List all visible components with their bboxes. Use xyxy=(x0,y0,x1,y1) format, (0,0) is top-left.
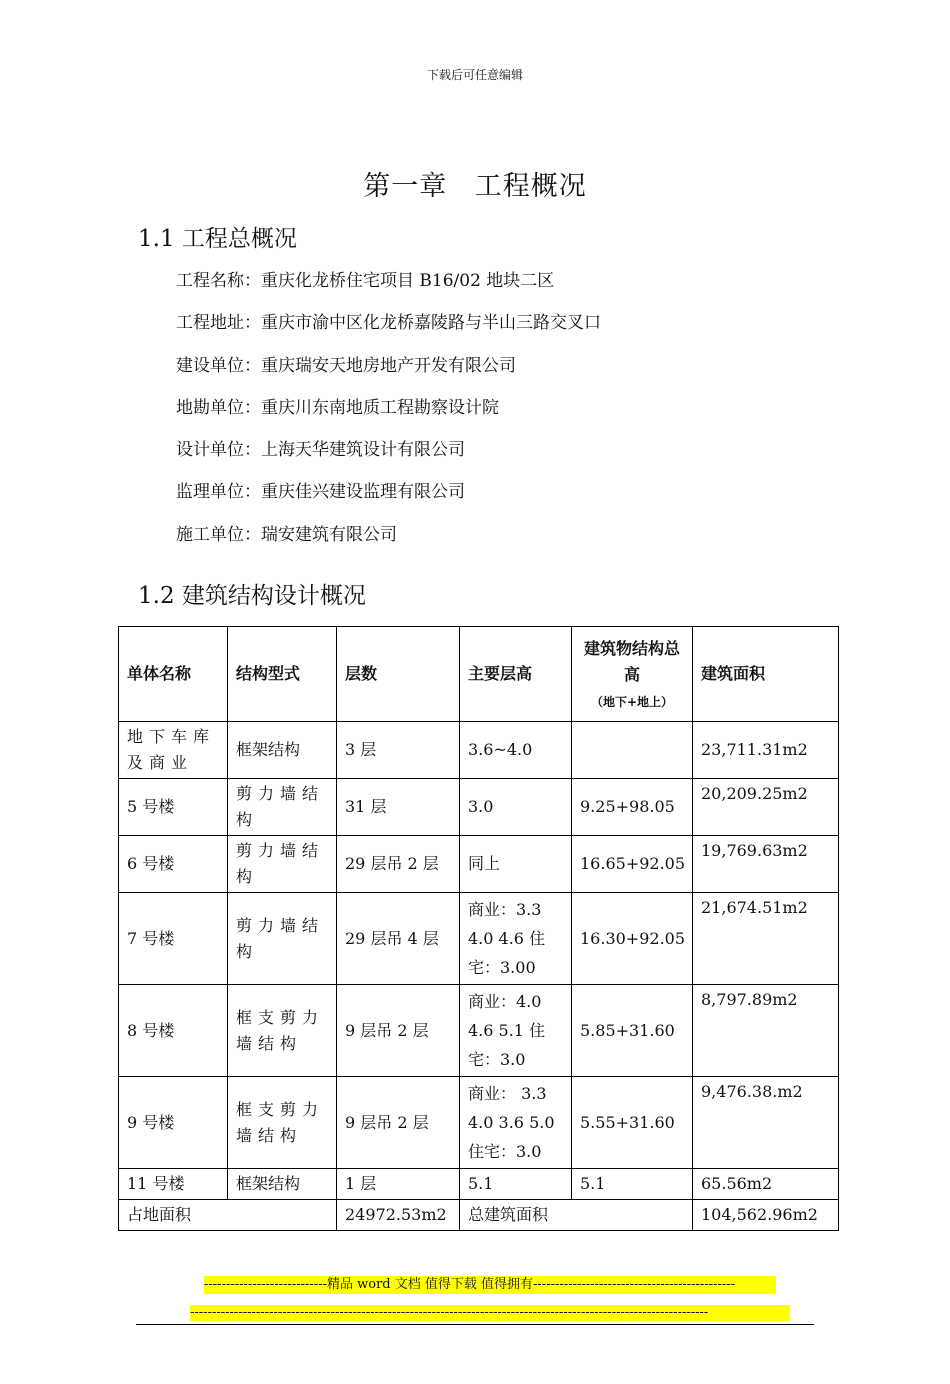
header-total-height xyxy=(572,627,693,722)
cell-structure: 剪力墙结构 xyxy=(228,779,337,836)
cell-name: 7 号楼 xyxy=(119,893,228,985)
survey-unit: 地勘单位：重庆川东南地质工程勘察设计院 xyxy=(176,397,499,418)
cell-height: 5.1 xyxy=(460,1169,572,1200)
summary-row xyxy=(119,1200,839,1231)
cell-name: 8 号楼 xyxy=(119,985,228,1077)
cell-area: 65.56m2 xyxy=(693,1169,839,1200)
cell-total-height: 5.1 xyxy=(572,1169,693,1200)
cell-area: 19,769.63m2 xyxy=(693,836,839,893)
cell-floors: 29 层吊 2 层 xyxy=(337,836,460,893)
cell-height: 商业：4.0 4.6 5.1 住宅：3.0 xyxy=(460,985,572,1077)
cell-structure: 剪力墙结构 xyxy=(228,836,337,893)
structure-table xyxy=(118,626,839,1231)
footer-rule xyxy=(136,1324,814,1325)
header-structure: 结构型式 xyxy=(228,627,337,722)
land-area-value: 24972.53m2 xyxy=(337,1200,460,1231)
cell-total-height: 16.30+92.05 xyxy=(572,893,693,985)
cell-total-height: 9.25+98.05 xyxy=(572,779,693,836)
table-row xyxy=(119,722,839,779)
header-floors: 层数 xyxy=(337,627,460,722)
cell-area: 8,797.89m2 xyxy=(693,985,839,1077)
cell-area: 21,674.51m2 xyxy=(693,893,839,985)
cell-height: 商业： 3.3 4.0 3.6 5.0 住宅：3.0 xyxy=(460,1077,572,1169)
cell-area: 20,209.25m2 xyxy=(693,779,839,836)
cell-total-height xyxy=(572,722,693,779)
cell-floors: 9 层吊 2 层 xyxy=(337,985,460,1077)
cell-floors: 1 层 xyxy=(337,1169,460,1200)
cell-floors: 29 层吊 4 层 xyxy=(337,893,460,985)
table-row xyxy=(119,893,839,985)
cell-area: 23,711.31m2 xyxy=(693,722,839,779)
cell-height: 商业：3.3 4.0 4.6 住宅：3.00 xyxy=(460,893,572,985)
cell-structure: 剪力墙结构 xyxy=(228,893,337,985)
header-height: 主要层高 xyxy=(460,627,572,722)
total-area-value: 104,562.96m2 xyxy=(693,1200,839,1231)
cell-name: 6 号楼 xyxy=(119,836,228,893)
header-area: 建筑面积 xyxy=(693,627,839,722)
footer-dashes: ---------------------------------------------------------------------------------------------------------------------- xyxy=(190,1305,790,1321)
cell-floors: 31 层 xyxy=(337,779,460,836)
cell-area: 9,476.38.m2 xyxy=(693,1077,839,1169)
cell-floors: 9 层吊 2 层 xyxy=(337,1077,460,1169)
supervision-unit: 监理单位：重庆佳兴建设监理有限公司 xyxy=(176,482,465,503)
section-title-overview: 1.1 工程总概况 xyxy=(138,226,297,252)
table-row xyxy=(119,779,839,836)
cell-total-height: 5.55+31.60 xyxy=(572,1077,693,1169)
cell-name: 9 号楼 xyxy=(119,1077,228,1169)
cell-name: 5 号楼 xyxy=(119,779,228,836)
cell-name: 11 号楼 xyxy=(119,1169,228,1200)
cell-name: 地下车库及商业 xyxy=(119,722,228,779)
cell-height: 3.6~4.0 xyxy=(460,722,572,779)
design-unit: 设计单位：上海天华建筑设计有限公司 xyxy=(176,440,465,461)
cell-total-height: 16.65+92.05 xyxy=(572,836,693,893)
project-name: 工程名称：重庆化龙桥住宅项目 B16/02 地块二区 xyxy=(176,271,555,291)
construction-unit: 施工单位：瑞安建筑有限公司 xyxy=(176,524,397,545)
section-title-structure: 1.2 建筑结构设计概况 xyxy=(138,583,366,609)
cell-structure: 框架结构 xyxy=(228,1169,337,1200)
project-address: 工程地址：重庆市渝中区化龙桥嘉陵路与半山三路交叉口 xyxy=(176,313,601,334)
cell-total-height: 5.85+31.60 xyxy=(572,985,693,1077)
chapter-title: 第一章 工程概况 xyxy=(363,171,587,202)
table-row xyxy=(119,1077,839,1169)
total-area-label: 总建筑面积 xyxy=(460,1200,693,1231)
developer: 建设单位：重庆瑞安天地房地产开发有限公司 xyxy=(176,355,516,376)
header-total-height-note: （地下+地上） xyxy=(590,695,674,709)
cell-height: 同上 xyxy=(460,836,572,893)
cell-floors: 3 层 xyxy=(337,722,460,779)
cell-structure: 框支剪力墙结构 xyxy=(228,985,337,1077)
land-area-label: 占地面积 xyxy=(119,1200,337,1231)
table-row xyxy=(119,1169,839,1200)
header-total-height-label: 建筑物结构总高 xyxy=(583,639,680,684)
table-row xyxy=(119,985,839,1077)
page-header: 下载后可任意编辑 xyxy=(426,68,523,82)
footer-banner: ----------------------------精品 word 文档 值得下载 值得拥有---------------------------------------------- xyxy=(204,1276,776,1294)
cell-height: 3.0 xyxy=(460,779,572,836)
project-info-list xyxy=(176,266,601,562)
cell-structure: 框架结构 xyxy=(228,722,337,779)
header-name: 单体名称 xyxy=(119,627,228,722)
table-row xyxy=(119,836,839,893)
cell-structure: 框支剪力墙结构 xyxy=(228,1077,337,1169)
